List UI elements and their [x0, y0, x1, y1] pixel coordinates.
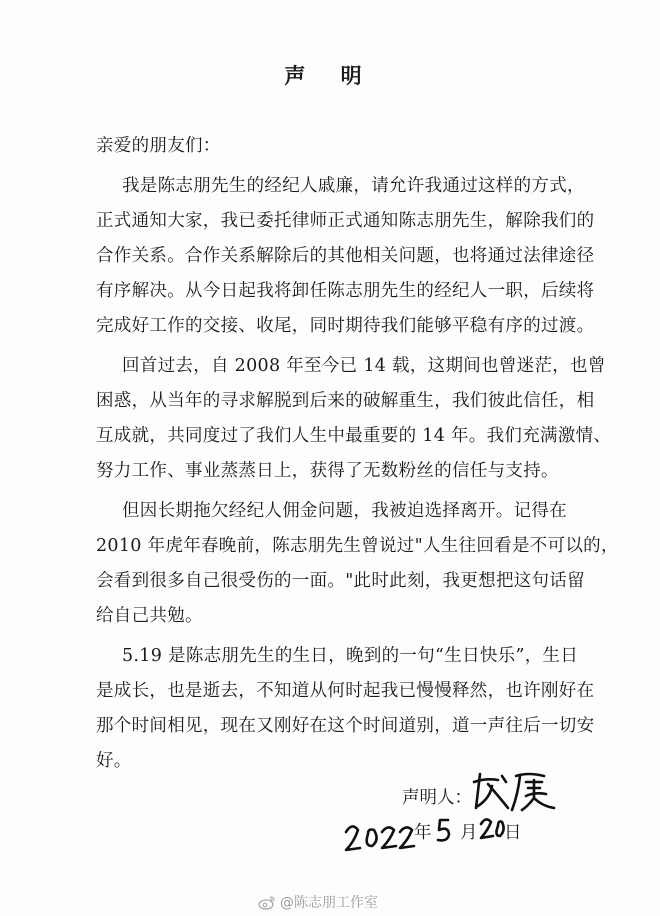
signatory-label: 声明人： — [402, 788, 472, 808]
body-line: 5.19 是陈志朋先生的生日，晚到的一句“生日快乐”，生日 — [122, 646, 579, 666]
body-line: 那个时间相见，现在又刚好在这个时间道别，道一声往后一切安 — [96, 716, 595, 736]
date-year-unit: 年 — [414, 823, 432, 843]
body-line: 困惑，从当年的寻求解脱到后来的破解重生，我们彼此信任，相 — [96, 391, 595, 411]
handwritten-year — [342, 818, 418, 858]
body-line: 但因长期拖欠经纪人佣金问题，我被迫选择离开。记得在 — [122, 501, 567, 521]
body-line: 给自己共勉。 — [96, 606, 203, 626]
body-line: 互成就，共同度过了我们人生中最重要的 14 年。我们充满激情、 — [96, 426, 612, 446]
body-line: 会看到很多自己很受伤的一面。"此时此刻，我更想把这句话留 — [96, 571, 585, 591]
body-line: 是成长，也是逝去，不知道从何时起我已慢慢释然，也许刚好在 — [96, 681, 595, 701]
body-line: 完成好工作的交接、收尾，同时期待我们能够平稳有序的过渡。 — [96, 316, 595, 336]
body-line: 合作关系。合作关系解除后的其他相关问题，也将通过法律途径 — [96, 246, 595, 266]
handwritten-month — [434, 816, 454, 846]
body-line: 有序解决。从今日起我将卸任陈志朋先生的经纪人一职，后续将 — [96, 281, 595, 301]
watermark-text: @陈志朋工作室 — [280, 895, 378, 911]
body-line: 正式通知大家，我已委托律师正式通知陈志朋先生，解除我们的 — [96, 211, 595, 231]
date-day-unit: 日 — [504, 823, 522, 843]
weibo-watermark — [258, 892, 378, 914]
body-line: 我是陈志朋先生的经纪人戚廉，请允许我通过这样的方式， — [122, 176, 585, 196]
document-title: 声 明 — [284, 64, 376, 88]
handwritten-signature — [468, 768, 564, 814]
greeting: 亲爱的朋友们： — [96, 136, 221, 156]
body-line: 2010 年虎年春晚前，陈志朋先生曾说过"人生往回看是不可以的， — [96, 536, 619, 556]
body-line: 回首过去，自 2008 年至今已 14 载，这期间也曾迷茫，也曾 — [122, 356, 606, 376]
body-line: 好。 — [96, 751, 132, 771]
weibo-icon — [258, 895, 276, 914]
body-line: 努力工作、事业蒸蒸日上，获得了无数粉丝的信任与支持。 — [96, 461, 559, 481]
date-month-unit: 月 — [460, 823, 478, 843]
